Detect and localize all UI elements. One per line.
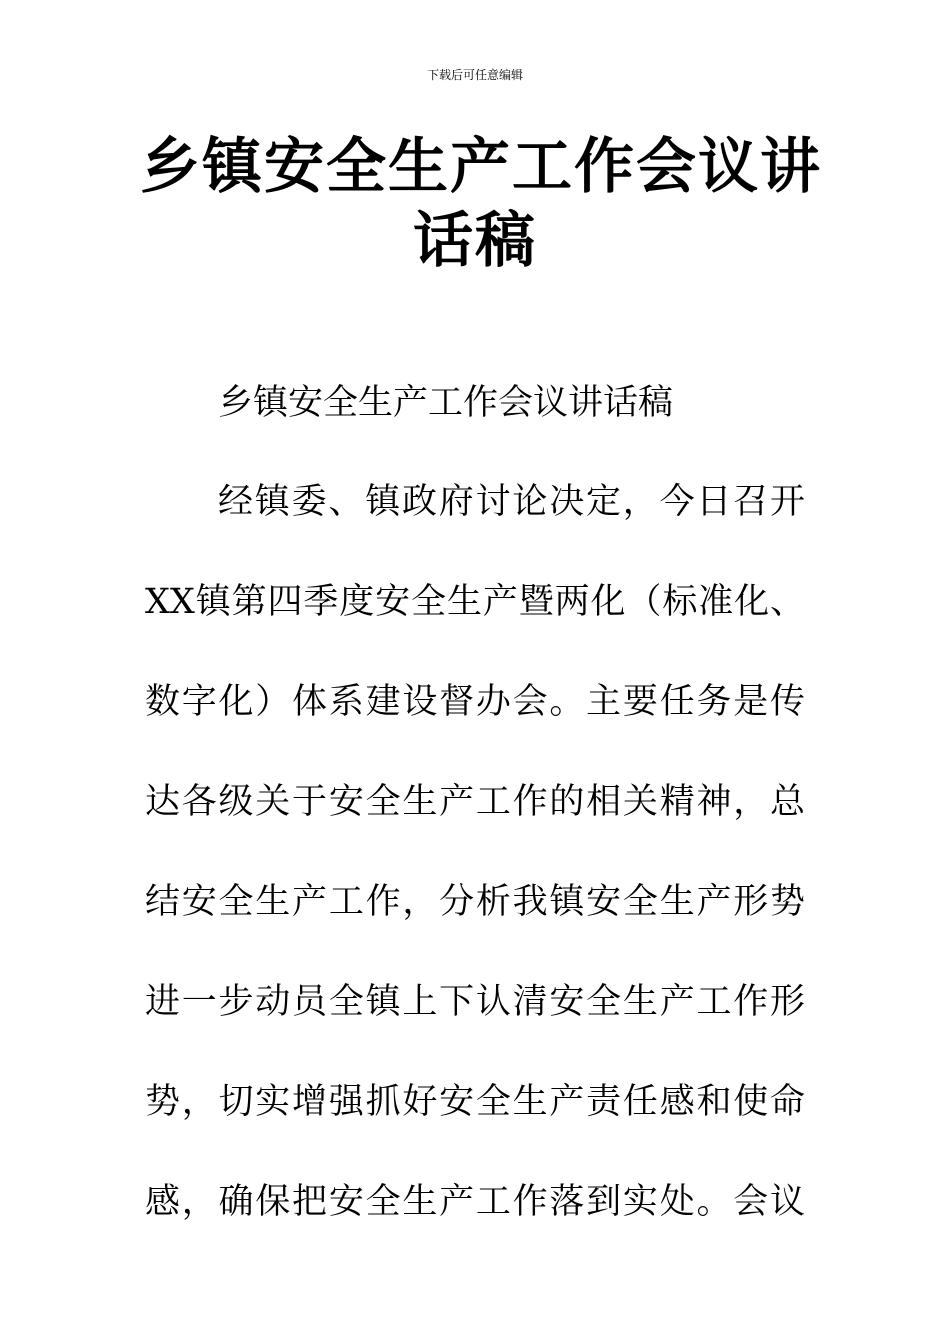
header-note: 下载后可任意编辑	[426, 68, 523, 82]
body-line-3: 数字化）体系建设督办会。主要任务是传	[145, 682, 805, 722]
title-line-1: 乡镇安全生产工作会议讲	[140, 132, 822, 202]
body-line-8: 感，确保把安全生产工作落到实处。会议	[145, 1182, 805, 1222]
document-subtitle: 乡镇安全生产工作会议讲话稿	[218, 383, 674, 423]
document-title	[140, 130, 822, 278]
body-line-1: 经镇委、镇政府讨论决定，今日召开	[218, 482, 805, 522]
title-line-2: 话稿	[413, 206, 537, 276]
body-line-4: 达各级关于安全生产工作的相关精神，总	[145, 782, 805, 822]
body-line-5: 结安全生产工作，分析我镇安全生产形势	[145, 882, 805, 922]
body-line-7: 势，切实增强抓好安全生产责任感和使命	[145, 1082, 805, 1122]
body-line-6: 进一步动员全镇上下认清安全生产工作形	[145, 982, 805, 1022]
body-line-2: XX镇第四季度安全生产暨两化（标准化、	[145, 582, 805, 622]
